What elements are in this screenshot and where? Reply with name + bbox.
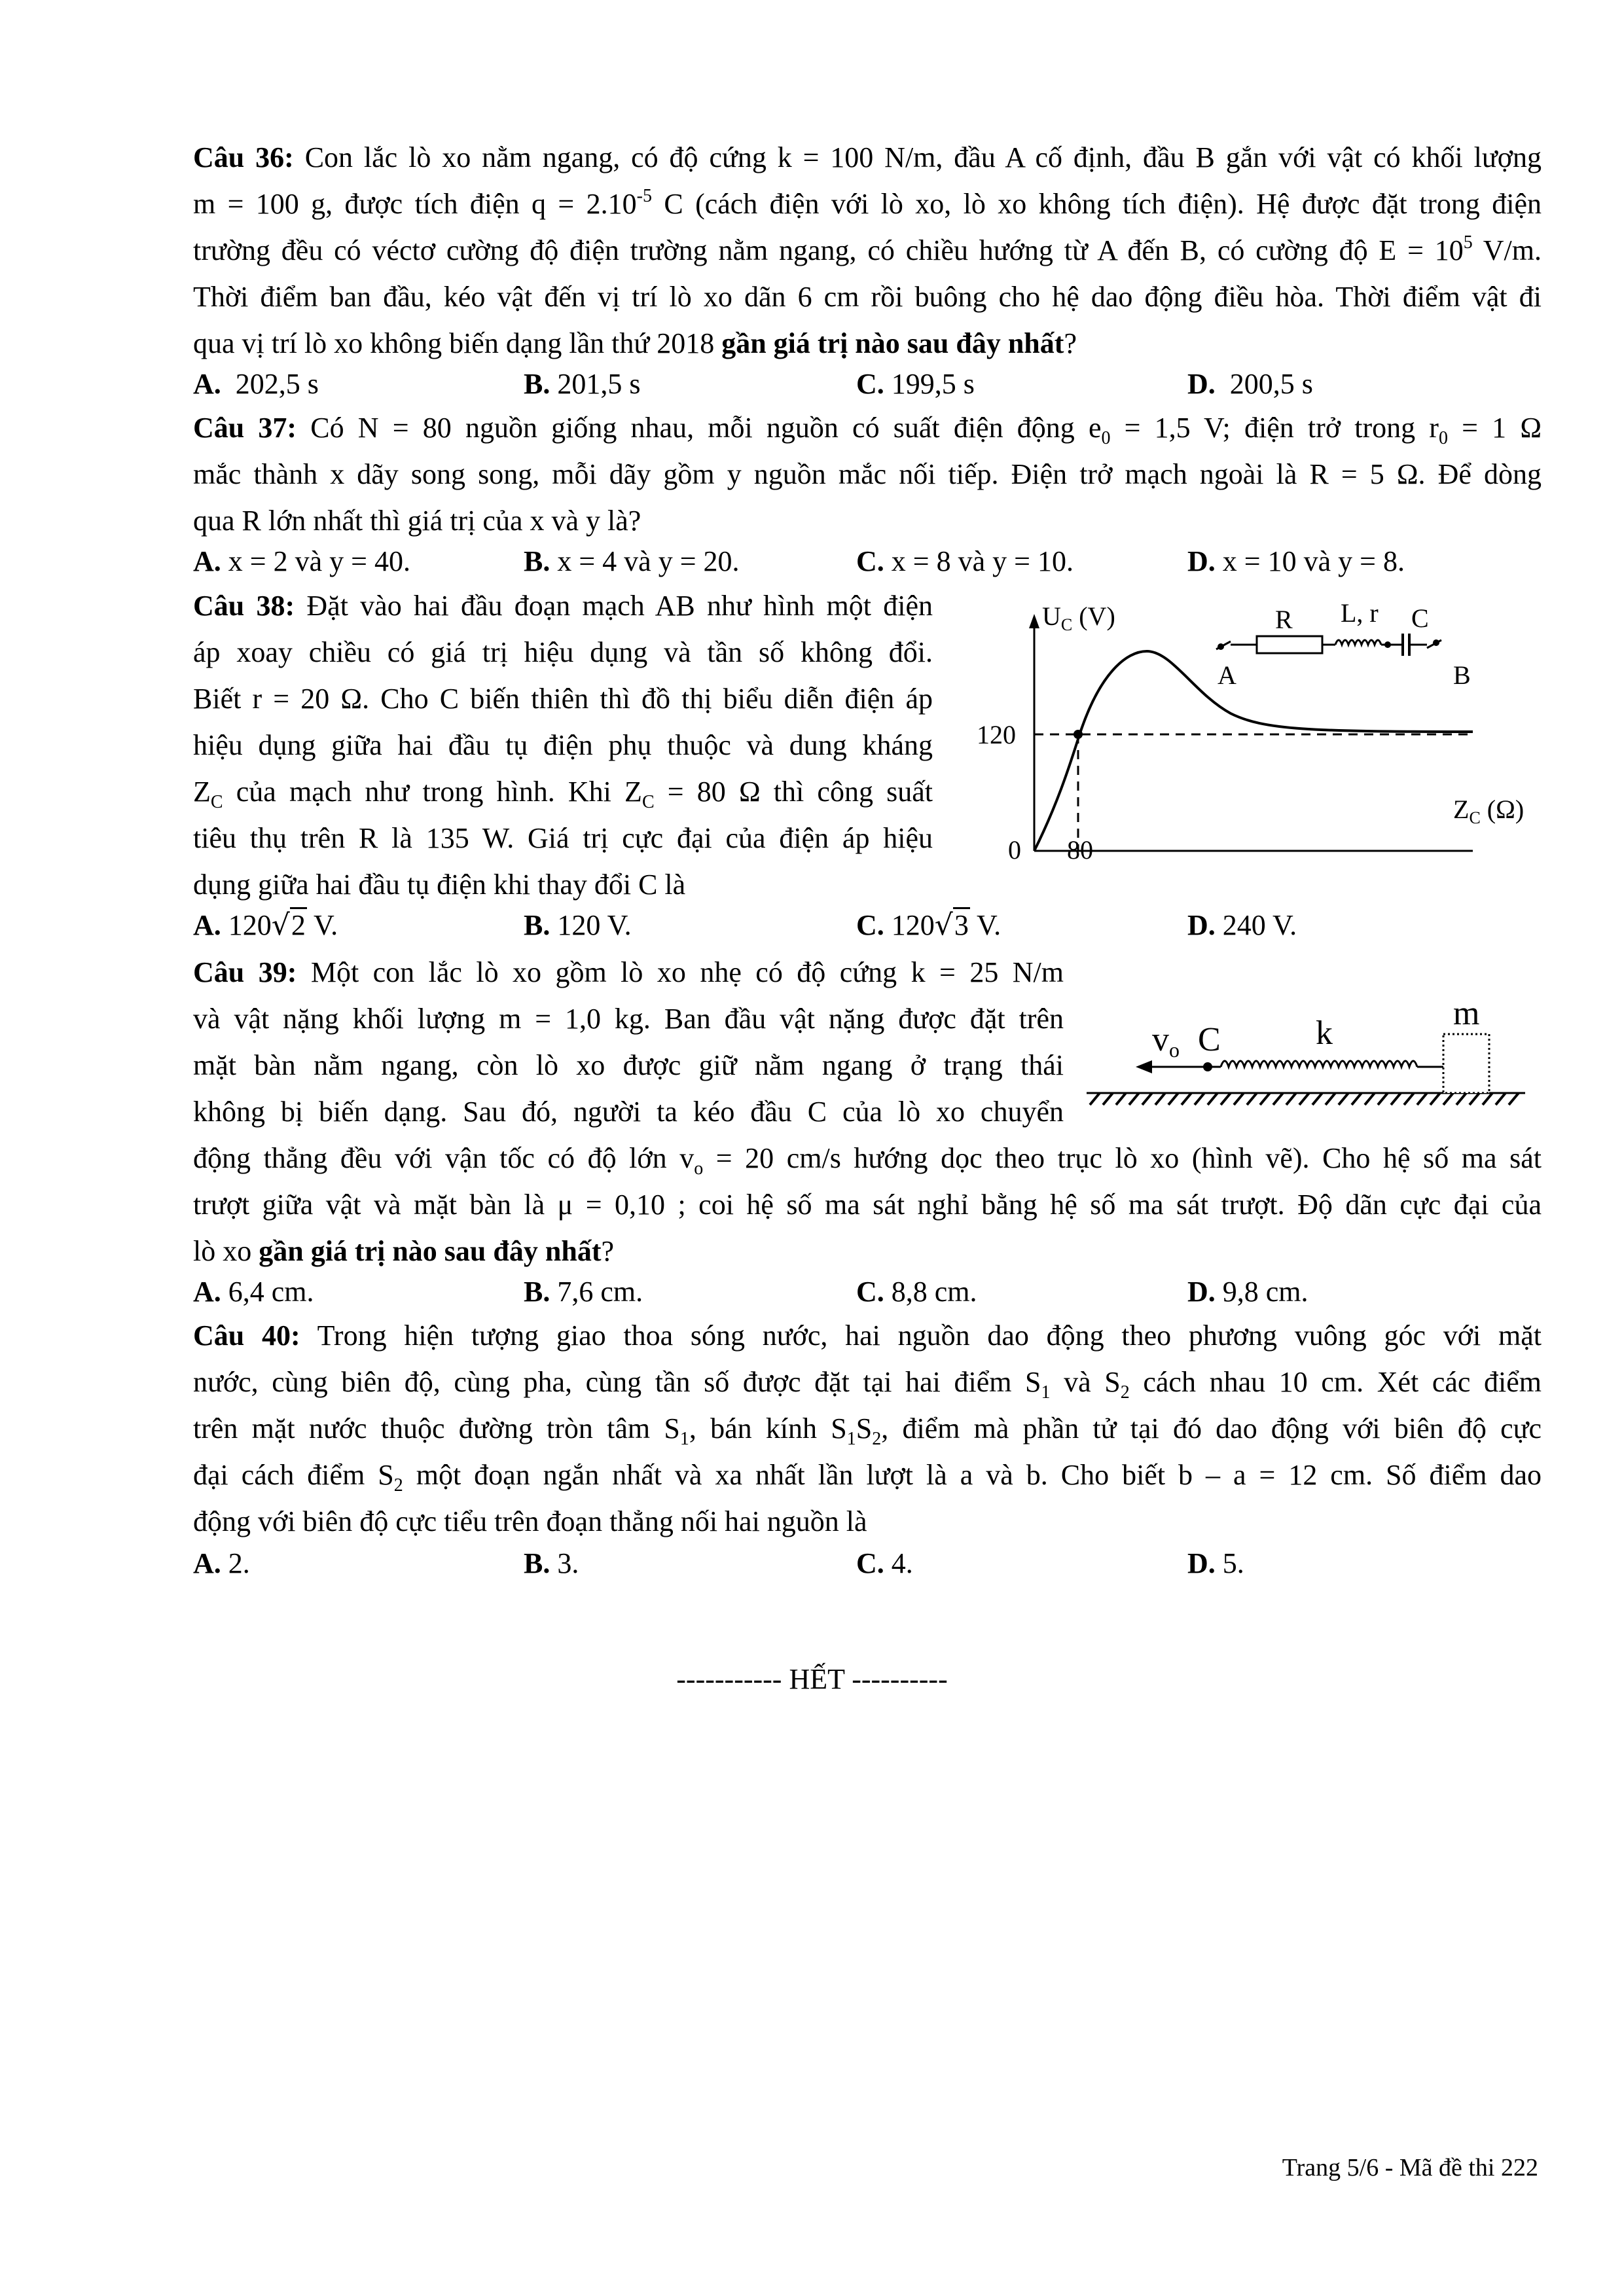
x-tick-80: 80 <box>1067 835 1093 865</box>
q37-text-1b: = 1,5 V; điện trở trong r <box>1110 412 1439 444</box>
q40-option-a[interactable]: A. 2. <box>193 1547 250 1579</box>
q38-option-b[interactable]: B. 120 V. <box>524 909 632 941</box>
q36-exp-2: 5 <box>1463 232 1473 253</box>
origin-label: 0 <box>1008 835 1021 865</box>
circuit-label-a: A <box>1218 660 1236 690</box>
q39-line-3 <box>193 1042 1064 1088</box>
spring-icon <box>1221 1061 1417 1067</box>
q37-text-3: qua R lớn nhất thì giá trị của x và y là? <box>193 505 641 537</box>
q40-sub-2: 2 <box>1120 1382 1130 1403</box>
uc-curve <box>1034 651 1473 851</box>
q40-line-2 <box>193 1359 1542 1405</box>
q36-option-a[interactable]: A. 202,5 s <box>193 368 319 400</box>
q39-option-c[interactable]: C. 8,8 cm. <box>856 1276 977 1308</box>
q36-option-b[interactable]: B. 201,5 s <box>524 368 641 400</box>
q37-text-1c: = 1 Ω <box>1447 412 1542 444</box>
q38-line-6 <box>193 815 933 861</box>
q36-line-5 <box>193 320 1542 367</box>
q36-text-5a: qua vị trí lò xo không biến dạng lần thứ 2018 <box>193 327 722 359</box>
q38-text-3: Biết r = 20 Ω. Cho C biến thiên thì đồ thị biểu diễn điện áp <box>193 683 933 715</box>
q37-option-c[interactable]: C. x = 8 và y = 10. <box>856 545 1074 577</box>
q36-text-3b: V/m. <box>1483 234 1542 266</box>
q36-option-c[interactable]: C. 199,5 s <box>856 368 975 400</box>
q37-label: Câu 37: <box>193 412 297 444</box>
q38-text-6: tiêu thụ trên R là 135 W. Giá trị cực đại của điện áp hiệu <box>193 822 933 854</box>
q40-sub-5: 2 <box>872 1429 882 1449</box>
q36-line-2 <box>193 181 1542 227</box>
q38-text-5b: của mạch như trong hình. Khi Z <box>223 776 642 808</box>
q40-text-3c: S <box>856 1412 873 1444</box>
q38-text-1: Đặt vào hai đầu đoạn mạch AB như hình một điện <box>306 590 933 622</box>
q36-text-3a: trường đều có véctơ cường độ điện trường nằm ngang, có chiều hướng từ A đến B, có cường độ E = 10 <box>193 234 1464 266</box>
q39-line-4 <box>193 1088 1064 1135</box>
inductor-icon <box>1335 640 1381 645</box>
q38-text-5c: = 80 Ω thì công suất <box>654 776 933 808</box>
q37-option-a[interactable]: A. x = 2 và y = 40. <box>193 545 410 577</box>
q40-text-4b: một đoạn ngắn nhất và xa nhất lần lượt là a và b. Cho biết b – a = 12 cm. Số điểm dao <box>403 1459 1542 1491</box>
point-80-120 <box>1074 730 1083 739</box>
q39-option-d[interactable]: D. 9,8 cm. <box>1187 1276 1308 1308</box>
q36-text-2b: C (cách điện với lò xo, lò xo không tích điện). Hệ được đặt trong điện <box>664 188 1542 220</box>
q37-option-b[interactable]: B. x = 4 và y = 20. <box>524 545 740 577</box>
q38-option-d[interactable]: D. 240 V. <box>1187 909 1297 941</box>
q40-line-3 <box>193 1405 1542 1452</box>
q40-text-2a: nước, cùng biên độ, cùng pha, cùng tần số được đặt tại hai điểm S <box>193 1366 1041 1398</box>
circuit-label-b: B <box>1453 660 1471 690</box>
q40-sub-6: 2 <box>393 1475 403 1496</box>
q38-line-3 <box>193 675 933 722</box>
q36-text-2a: m = 100 g, được tích điện q = 2.10 <box>193 188 637 220</box>
q39-text-6: trượt giữa vật và mặt bàn là μ = 0,10 ; coi hệ số ma sát nghỉ bằng hệ số ma sát trượt. Độ dãn cực đại của <box>193 1189 1542 1221</box>
y-axis-arrow-icon <box>1029 614 1039 628</box>
q38-label: Câu 38: <box>193 590 295 622</box>
q38-circuit <box>1216 598 1471 690</box>
q36-label: Câu 36: <box>193 141 294 173</box>
q37-sub-2: 0 <box>1438 428 1448 448</box>
q39-label: Câu 39: <box>193 956 297 988</box>
q38-graph <box>969 589 1558 884</box>
q39-text-5a: động thẳng đều với vận tốc có độ lớn v <box>193 1142 695 1174</box>
q40-label: Câu 40: <box>193 1319 300 1352</box>
q36-exp-1: -5 <box>636 186 652 206</box>
q40-option-b[interactable]: B. 3. <box>524 1547 579 1579</box>
q39-text-5b: = 20 cm/s hướng dọc theo trục lò xo (hình vẽ). Cho hệ số ma sát <box>703 1142 1542 1174</box>
q39-line-6 <box>193 1181 1542 1228</box>
circuit-label-c: C <box>1411 603 1429 633</box>
q38-text-2: áp xoay chiều có giá trị hiệu dụng và tần số không đổi. <box>193 636 933 668</box>
q36-text-1: Con lắc lò xo nằm ngang, có độ cứng k = 100 N/m, đầu A cố định, đầu B gắn với vật có khối lượng <box>304 141 1542 173</box>
sqrt-icon: √3 <box>934 908 969 942</box>
q38-line-4 <box>193 722 933 768</box>
q38-line-1 <box>193 583 933 629</box>
q39-text-7a: lò xo <box>193 1235 259 1267</box>
mass-block <box>1443 1034 1489 1093</box>
q36-line-1 <box>193 134 1542 181</box>
q38-sub-1: C <box>210 792 223 812</box>
q36-option-d[interactable]: D. 200,5 s <box>1187 368 1313 400</box>
q39-option-a[interactable]: A. 6,4 cm. <box>193 1276 314 1308</box>
q40-option-c[interactable]: C. 4. <box>856 1547 913 1579</box>
q39-option-b[interactable]: B. 7,6 cm. <box>524 1276 643 1308</box>
q40-text-5: động với biên độ cực tiểu trên đoạn thẳng nối hai nguồn là <box>193 1505 867 1537</box>
q39-text-7b: gần giá trị nào sau đây nhất <box>259 1235 602 1267</box>
q36-text-5b: gần giá trị nào sau đây nhất <box>721 327 1064 359</box>
x-axis-label: $Z_C$ (Ω) <box>1453 795 1525 827</box>
q37-text-1a: Có N = 80 nguồn giống nhau, mỗi nguồn có suất điện động e <box>310 412 1102 444</box>
q39-line-7 <box>193 1228 1542 1274</box>
q40-option-d[interactable]: D. 5. <box>1187 1547 1244 1579</box>
q40-text-1: Trong hiện tượng giao thoa sóng nước, hai nguồn dao động theo phương vuông góc với mặt <box>317 1319 1542 1352</box>
q39-figure <box>1080 995 1538 1113</box>
q40-sub-1: 1 <box>1041 1382 1051 1403</box>
q37-text-2: mắc thành x dãy song song, mỗi dãy gồm y nguồn mắc nối tiếp. Điện trở mạch ngoài là R = 5 Ω. Để dòng <box>193 458 1542 490</box>
q40-text-3d: , điểm mà phần tử tại đó dao động với biên độ cực <box>881 1412 1542 1444</box>
q40-text-3a: trên mặt nước thuộc đường tròn tâm S <box>193 1412 680 1444</box>
q38-line-7 <box>193 861 933 908</box>
q39-text-2: và vật nặng khối lượng m = 1,0 kg. Ban đầu vật nặng được đặt trên <box>193 1003 1064 1035</box>
q37-option-d[interactable]: D. x = 10 và y = 8. <box>1187 545 1405 577</box>
label-vo: vo <box>1152 1021 1180 1062</box>
page-footer: Trang 5/6 - Mã đề thi 222 <box>1282 2154 1538 2181</box>
end-marker: ----------- HẾT ---------- <box>676 1663 948 1695</box>
q38-sub-2: C <box>641 792 655 812</box>
label-k: k <box>1316 1014 1333 1052</box>
q40-line-5 <box>193 1498 1542 1545</box>
q39-line-5 <box>193 1135 1542 1181</box>
q37-line-1 <box>193 404 1542 451</box>
q36-line-3 <box>193 227 1542 274</box>
q40-line-4 <box>193 1452 1542 1498</box>
q38-option-a[interactable]: A. 120√2 V. <box>193 902 338 948</box>
q40-sub-3: 1 <box>679 1429 689 1449</box>
q39-sub-1: o <box>694 1158 704 1179</box>
q38-line-2 <box>193 629 933 675</box>
q36-line-4 <box>193 274 1542 320</box>
q40-text-2b: và S <box>1050 1366 1121 1398</box>
q39-text-1: Một con lắc lò xo gồm lò xo nhẹ có độ cứng k = 25 N/m <box>310 956 1064 988</box>
q36-text-4: Thời điểm ban đầu, kéo vật đến vị trí lò xo dãn 6 cm rồi buông cho hệ dao động điều hòa. Thời điểm vật đi <box>193 281 1542 313</box>
q40-sub-4: 1 <box>846 1429 856 1449</box>
q38-line-5 <box>193 768 933 815</box>
q39-line-2 <box>193 996 1064 1042</box>
q39-text-7c: ? <box>601 1235 614 1267</box>
q38-text-5a: Z <box>193 776 211 808</box>
q40-text-4a: đại cách điểm S <box>193 1459 394 1491</box>
q37-line-3 <box>193 497 1542 544</box>
q38-option-c[interactable]: C. 120√3 V. <box>856 902 1001 948</box>
q36-text-5c: ? <box>1064 327 1077 359</box>
ground-hatch <box>1090 1093 1519 1105</box>
q40-text-2c: cách nhau 10 cm. Xét các điểm <box>1129 1366 1542 1398</box>
y-axis-label: $U_C$ (V) <box>1042 601 1115 634</box>
q38-text-7: dụng giữa hai đầu tụ điện khi thay đổi C là <box>193 869 686 901</box>
q40-text-3b: , bán kính S <box>689 1412 847 1444</box>
sqrt-icon: √2 <box>271 908 306 942</box>
circuit-label-r: R <box>1275 605 1293 634</box>
label-c: C <box>1198 1021 1221 1058</box>
circuit-label-l: L, r <box>1341 598 1379 628</box>
q40-line-1 <box>193 1312 1542 1359</box>
q38-text-4: hiệu dụng giữa hai đầu tụ điện phụ thuộc và dung kháng <box>193 729 933 761</box>
q39-text-3: mặt bàn nằm ngang, còn lò xo được giữ nằm ngang ở trạng thái <box>193 1049 1064 1081</box>
q39-line-1 <box>193 949 1064 996</box>
label-m: m <box>1453 995 1480 1032</box>
resistor-icon <box>1257 636 1322 653</box>
q37-sub-1: 0 <box>1101 428 1111 448</box>
arrow-left-icon <box>1136 1060 1152 1073</box>
y-tick-120: 120 <box>977 720 1016 749</box>
q37-line-2 <box>193 451 1542 497</box>
q39-text-4: không bị biến dạng. Sau đó, người ta kéo đầu C của lò xo chuyển <box>193 1096 1064 1128</box>
